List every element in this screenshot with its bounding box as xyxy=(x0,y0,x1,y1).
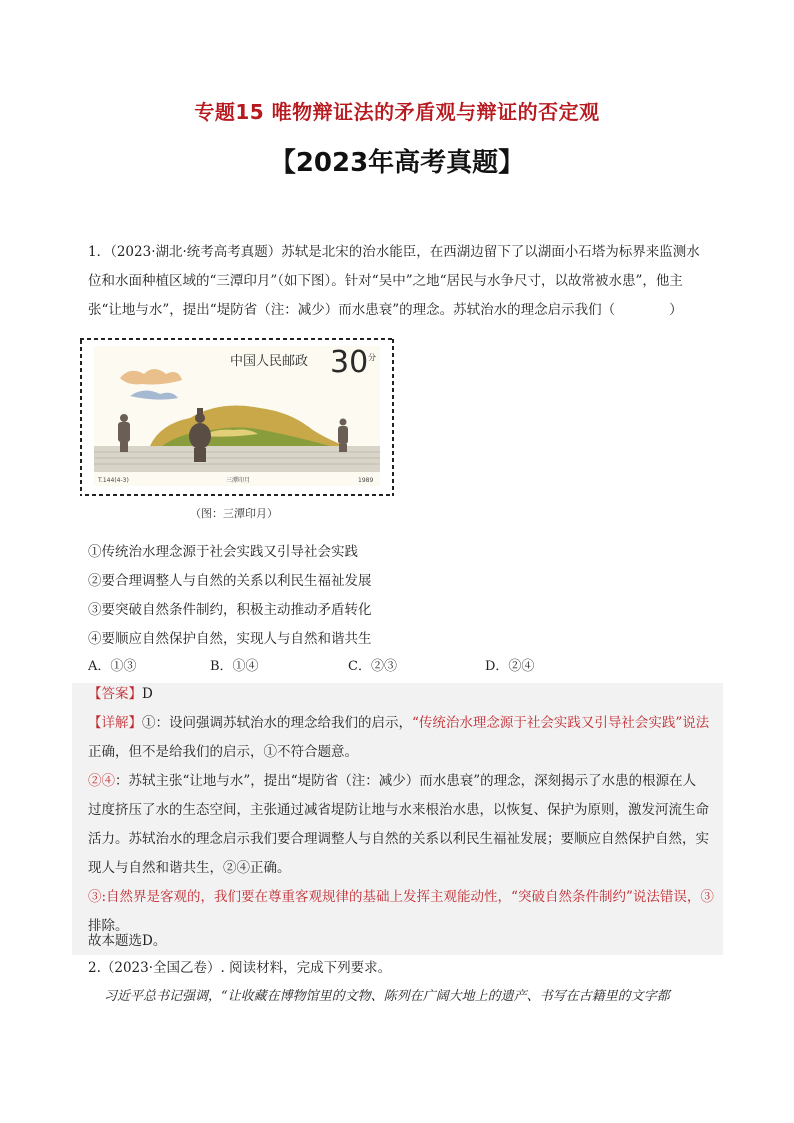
answer-line xyxy=(88,680,722,709)
answer-label: 【答案】 xyxy=(88,686,142,702)
statement-options xyxy=(88,538,720,654)
detail-line-8: 排除。 xyxy=(88,918,129,934)
detail-line-4: 过度挤压了水的生态空间，主张通过减省堤防让地与水来根治水患，以恢复、保护为原则，激发河流生命 xyxy=(88,802,709,818)
stamp-country-text: 中国人民邮政 xyxy=(230,354,309,369)
question-1-stem xyxy=(88,238,720,325)
question-2-body: 习近平总书记强调，“让收藏在博物馆里的文物、陈列在广阔大地上的遗产、书写在古籍里的文字都 xyxy=(104,989,670,1004)
question-1-line-3: 张“让地与水”，提出“堤防省（注：减少）而水患衰”的理念。苏轼治水的理念启示我们（ ） xyxy=(88,302,683,318)
statement-3: ③要突破自然条件制约，积极主动推动矛盾转化 xyxy=(88,602,372,618)
detail-line-5: 活力。苏轼治水的理念启示我们要合理调整人与自然的关系以利民生福祉发展；要顺应自然保护自然，实 xyxy=(88,831,709,847)
detail-label: 【详解】 xyxy=(88,715,142,731)
question-1-line-1: 1．（2023·湖北·统考高考真题）苏轼是北宋的治水能臣，在西湖边留下了以湖面小石塔为标界来监测水 xyxy=(88,244,700,260)
section-subtitle: 【2023年高考真题】 xyxy=(269,148,525,178)
detail-marker-24: ②④ xyxy=(88,773,115,789)
detail-line-7: ③:自然界是客观的，我们要在尊重客观规律的基础上发挥主观能动性，“突破自然条件制约”说法错误，③ xyxy=(88,889,714,905)
stamp-series: T.144(4-3) xyxy=(98,477,129,484)
stamp-year: 1989 xyxy=(358,477,374,484)
detail-line-1: 【详解】①：设问强调苏轼治水的理念给我们的启示，“传统治水理念源于社会实践又引导社会实践”说法 xyxy=(88,715,710,731)
statement-4: ④要顺应自然保护自然，实现人与自然和谐共生 xyxy=(88,631,372,647)
statement-2: ②要合理调整人与自然的关系以利民生福祉发展 xyxy=(88,573,372,589)
detail-line-2: 正确，但不是给我们的启示，①不符合题意。 xyxy=(88,744,358,760)
choice-b: B．①④ xyxy=(210,659,259,674)
topic-title: 专题15 唯物辩证法的矛盾观与辩证的否定观 xyxy=(194,100,600,124)
detail-line-3: ②④：苏轼主张“让地与水”，提出“堤防省（注：减少）而水患衰”的理念，深刻揭示了水患的根源在人 xyxy=(88,773,697,789)
choice-c: C．②③ xyxy=(348,659,397,674)
figure-caption: （图：三潭印月） xyxy=(190,507,278,520)
stamp-unit: 分 xyxy=(368,353,376,362)
answer-choices xyxy=(88,655,720,679)
conclusion-line: 故本题选D。 xyxy=(88,933,167,949)
stamp-denomination: 30 xyxy=(330,345,369,380)
stamp-name: 三潭印月 xyxy=(226,477,251,484)
question-1-line-2: 位和水面种植区域的“三潭印月”（如下图）。针对“吴中”之地“居民与水争尺寸，以故常被水患”，他主 xyxy=(88,273,683,289)
choice-d: D．②④ xyxy=(485,659,535,674)
answer-value: D xyxy=(142,686,153,702)
stamp-image xyxy=(80,338,394,496)
statement-1: ①传统治水理念源于社会实践又引导社会实践 xyxy=(88,544,358,560)
question-2-stem: 2.（2023·全国乙卷）. 阅读材料，完成下列要求。 xyxy=(88,960,392,976)
detail-line-6: 现人与自然和谐共生，②④正确。 xyxy=(88,860,291,876)
choice-a: A．①③ xyxy=(88,659,137,674)
